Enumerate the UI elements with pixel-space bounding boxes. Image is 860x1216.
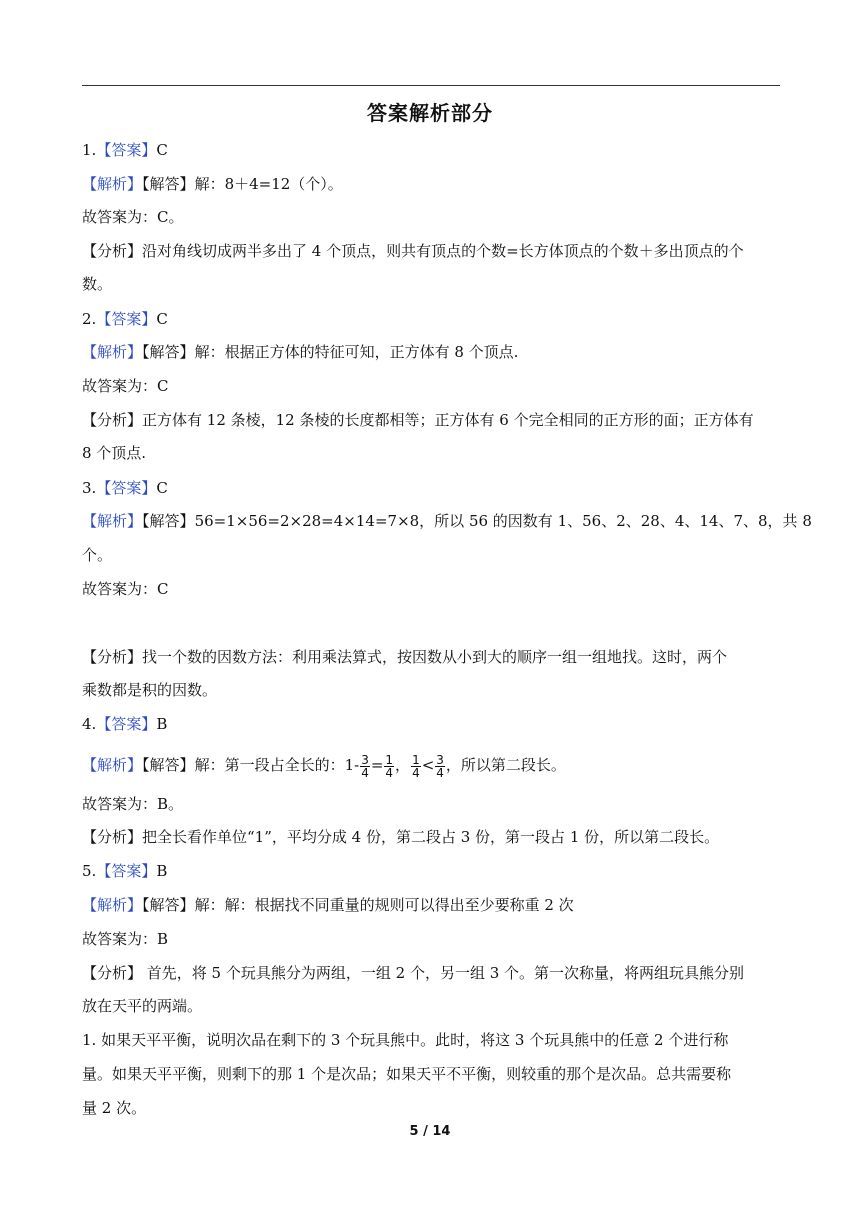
q1-answer-value: C <box>156 141 168 159</box>
analysis-bracket-open: 【 <box>82 756 98 774</box>
q3-jieda-text: 56=1×56=2×28=4×14=7×8，所以 56 的因数有 1、56、2、28、4、14、7、8，共 8 <box>194 512 812 530</box>
header-rule <box>82 85 780 86</box>
q1-number: 1. <box>82 141 97 159</box>
q2-number: 2. <box>82 310 97 328</box>
q1-fenxi-line <box>82 241 782 261</box>
q2-jieda-text: 解：根据正方体的特征可知，正方体有 8 个顶点. <box>194 343 519 361</box>
q5-jieda-line <box>82 895 782 915</box>
analysis-bracket-close: 】 <box>127 175 143 193</box>
answer-bracket-close: 】 <box>141 715 157 733</box>
equals-sign: = <box>370 756 384 774</box>
q5-fenxi-cont: 放在天平的两端。 <box>82 997 203 1015</box>
q4-number: 4. <box>82 715 97 733</box>
q3-number: 3. <box>82 479 97 497</box>
analysis-bracket-close: 】 <box>127 343 143 361</box>
q4-jieda-line <box>82 752 782 779</box>
analysis-bracket-close: 】 <box>127 896 143 914</box>
q5-answer-value: B <box>156 862 168 880</box>
analysis-bracket-open: 【 <box>82 175 98 193</box>
fenxi-tag: 【分析】 <box>82 828 143 846</box>
jieda-tag: 【解答】 <box>142 512 195 530</box>
fraction-denominator: 4 <box>412 765 420 780</box>
answer-bracket-close: 】 <box>141 141 157 159</box>
analysis-tag: 解析 <box>97 512 128 530</box>
analysis-tag: 解析 <box>97 175 128 193</box>
q4-fenxi-line <box>82 827 782 847</box>
fenxi-tag: 【分析】 <box>82 242 143 260</box>
q5-fenxi-line <box>82 963 782 983</box>
q4-fenxi-text: 把全长看作单位“1”，平均分成 4 份，第二段占 3 份，第一段占 1 份，所以第二段长。 <box>142 828 720 846</box>
answer-tag: 答案 <box>111 862 142 880</box>
fraction-1-4 <box>411 754 421 779</box>
fraction-1-4 <box>384 754 394 779</box>
answer-bracket-open: 【 <box>96 141 112 159</box>
q3-fenxi-line <box>82 647 782 667</box>
analysis-tag: 解析 <box>97 756 128 774</box>
page-title: 答案解析部分 <box>367 101 493 125</box>
analysis-bracket-open: 【 <box>82 512 98 530</box>
q2-fenxi-cont: 8 个顶点. <box>82 444 147 462</box>
fenxi-tag: 【分析】 <box>82 964 143 982</box>
jieda-tag: 【解答】 <box>142 175 195 193</box>
q3-fenxi-cont: 乘数都是积的因数。 <box>82 681 218 699</box>
fraction-numerator: 1 <box>412 752 420 767</box>
answer-tag: 答案 <box>111 141 142 159</box>
fraction-denominator: 4 <box>385 765 394 780</box>
q3-jieda-line <box>82 511 812 531</box>
fraction-3-4 <box>435 754 445 779</box>
answer-tag: 答案 <box>111 715 142 733</box>
q1-fenxi-text: 沿对角线切成两半多出了 4 个顶点，则共有顶点的个数=长方体顶点的个数＋多出顶点的个 <box>142 242 744 260</box>
q3-jieda-cont: 个。 <box>82 546 113 564</box>
q2-conclusion: 故答案为：C <box>82 377 169 395</box>
q5-jieda-text: 解：解：根据找不同重量的规则可以得出至少要称重 2 次 <box>194 896 574 914</box>
analysis-bracket-open: 【 <box>82 343 98 361</box>
answer-bracket-open: 【 <box>96 310 112 328</box>
q4-jieda-pre: 解：第一段占全长的：1- <box>194 756 360 774</box>
fraction-numerator: 1 <box>385 752 394 767</box>
q3-conclusion: 故答案为：C <box>82 580 169 598</box>
answer-tag: 答案 <box>111 310 142 328</box>
q4-answer-value: B <box>156 715 168 733</box>
q4-answer-line <box>82 714 782 734</box>
analysis-tag: 解析 <box>97 343 128 361</box>
fraction-numerator: 3 <box>361 752 369 767</box>
q2-answer-line <box>82 309 782 329</box>
q5-step-2: 量。如果天平平衡，则剩下的那 1 个是次品；如果天平不平衡，则较重的那个是次品。总共需要称 <box>82 1065 732 1083</box>
jieda-tag: 【解答】 <box>142 343 195 361</box>
q3-answer-value: C <box>156 479 168 497</box>
fraction-3-4 <box>360 754 370 779</box>
analysis-bracket-close: 】 <box>127 756 143 774</box>
q1-conclusion: 故答案为：C。 <box>82 208 184 226</box>
analysis-bracket-open: 【 <box>82 896 98 914</box>
q5-conclusion: 故答案为：B <box>82 930 169 948</box>
q4-conclusion: 故答案为：B。 <box>82 795 184 813</box>
q4-jieda-post: ，所以第二段长。 <box>445 756 566 774</box>
q1-jieda-line <box>82 174 782 194</box>
q5-step-1: 1. 如果天平平衡，说明次品在剩下的 3 个玩具熊中。此时，将这 3 个玩具熊中的任意 2 个进行称 <box>82 1031 729 1049</box>
q1-jieda-text: 解：8＋4=12（个）。 <box>194 175 343 193</box>
fraction-numerator: 3 <box>436 752 444 767</box>
fenxi-tag: 【分析】 <box>82 648 143 666</box>
answer-bracket-open: 【 <box>96 715 112 733</box>
answer-bracket-open: 【 <box>96 479 112 497</box>
jieda-tag: 【解答】 <box>142 756 195 774</box>
page-number: 5 / 14 <box>409 1124 451 1139</box>
q2-fenxi-text: 正方体有 12 条棱，12 条棱的长度都相等；正方体有 6 个完全相同的正方形的面；正方体有 <box>142 411 754 429</box>
answer-bracket-close: 】 <box>141 862 157 880</box>
q5-fenxi-text: 首先，将 5 个玩具熊分为两组，一组 2 个，另一组 3 个。第一次称量，将两组玩具熊分别 <box>142 964 745 982</box>
answer-bracket-close: 】 <box>141 479 157 497</box>
analysis-bracket-close: 】 <box>127 512 143 530</box>
q2-jieda-line <box>82 342 782 362</box>
answer-bracket-close: 】 <box>141 310 157 328</box>
fenxi-tag: 【分析】 <box>82 411 143 429</box>
q5-number: 5. <box>82 862 97 880</box>
fraction-denominator: 4 <box>361 765 369 780</box>
comma: ， <box>395 756 411 774</box>
fraction-denominator: 4 <box>436 765 444 780</box>
q5-answer-line <box>82 861 782 881</box>
q3-fenxi-text: 找一个数的因数方法：利用乘法算式，按因数从小到大的顺序一组一组地找。这时，两个 <box>142 648 728 666</box>
q3-answer-line <box>82 478 782 498</box>
q1-fenxi-cont: 数。 <box>82 275 113 293</box>
analysis-tag: 解析 <box>97 896 128 914</box>
q2-answer-value: C <box>156 310 168 328</box>
q2-fenxi-line <box>82 410 782 430</box>
answer-bracket-open: 【 <box>96 862 112 880</box>
q1-answer-line <box>82 140 782 160</box>
jieda-tag: 【解答】 <box>142 896 195 914</box>
q5-step-3: 量 2 次。 <box>82 1099 147 1117</box>
less-than-sign: < <box>421 756 435 774</box>
answer-tag: 答案 <box>111 479 142 497</box>
